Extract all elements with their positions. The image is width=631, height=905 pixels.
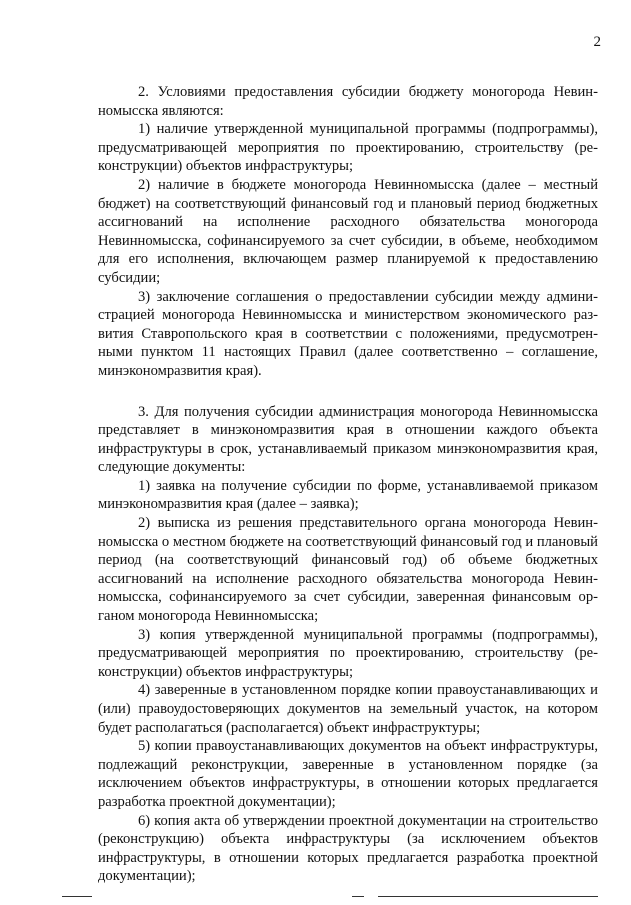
page-number: 2 bbox=[593, 34, 601, 50]
paragraph-2-item-1: 1) наличие утвержденной муниципальной программы (подпрограммы), предусматривающей мероприятия по проектированию, строительству (реконструкции) объектов инфраструктуры; bbox=[98, 121, 598, 175]
paragraph-3-item-3: 3) копия утвержденной муниципальной программы (подпрограммы), предусматривающей мероприятия по проектированию, строительству (реконструкции) объектов инфраструктуры; bbox=[98, 626, 598, 680]
paragraph-3-item-4: 4) заверенные в установленном порядке копии правоустанавливающих и (или) правоудостоверяющих документов на земельный участок, на котором будет располагаться (располагается) объект инфраструктуры; bbox=[98, 682, 598, 736]
paragraph-3-item-5: 5) копии правоустанавливающих документов на объект инфраструктуры, подлежащий реконструкции, заверенные в установленном порядке (за исключением объектов инфраструктуры, в отношении которых предлагается разработка проектной документации); bbox=[98, 738, 598, 810]
paragraph-3-item-6: 6) копия акта об утверждении проектной документации на строительство (реконструкцию) объекта инфраструктуры (за исключением объектов инфраструктуры, в отношении которых предлагается разработка проектной документации); bbox=[98, 812, 598, 885]
paragraph-2-item-2: 2) наличие в бюджете моногорода Невинномысска (далее – местный бюджет) на соответствующий финансовый год и плановый период бюджетных ассигнований на исполнение расходного обязательства моногорода Невинномысска, софинансируемого за счет субсидии, в объеме, необходимом для его исполнения, включающем размер планируемой к предоставлению субсидии; bbox=[98, 176, 598, 286]
footer-rule bbox=[62, 896, 92, 897]
section-gap bbox=[98, 381, 598, 403]
footer-rule bbox=[378, 896, 598, 897]
paragraph-3-item-1: 1) заявка на получение субсидии по форме, устанавливаемой приказом минэкономразвития края (далее – заявка); bbox=[98, 477, 598, 513]
paragraph-2-item-3: 3) заключение соглашения о предоставлении субсидии между администрацией моногорода Невинномысска и министерством экономического развития Ставропольского края в соответствии с положениями, предусмотренными пунктом 11 настоящих Правил (далее соответственно – соглашение, минэкономразвития края). bbox=[98, 288, 598, 379]
paragraph-3-item-2: 2) выписка из решения представительного органа моногорода Невинномысска о местном бюджете на соответствующий финансовый год и плановый период (на соответствующий финансовый год) об объеме бюджетных ассигнований на исполнение расходного обязательства моногорода Невинномысска, софинансируемого за счет субсидии, заверенная финансовым органом моногорода Невинномысска; bbox=[98, 515, 598, 625]
footer-rule bbox=[352, 896, 364, 897]
paragraph-3-intro: 3. Для получения субсидии администрация моногорода Невинномысска представляет в минэкономразвития края в отношении каждого объекта инфраструктуры в срок, устанавливаемый приказом минэкономразвития края, следующие документы: bbox=[98, 403, 598, 476]
document-body bbox=[98, 83, 598, 886]
paragraph-2-intro: 2. Условиями предоставления субсидии бюджету моногорода Невинномысска являются: bbox=[98, 84, 598, 119]
